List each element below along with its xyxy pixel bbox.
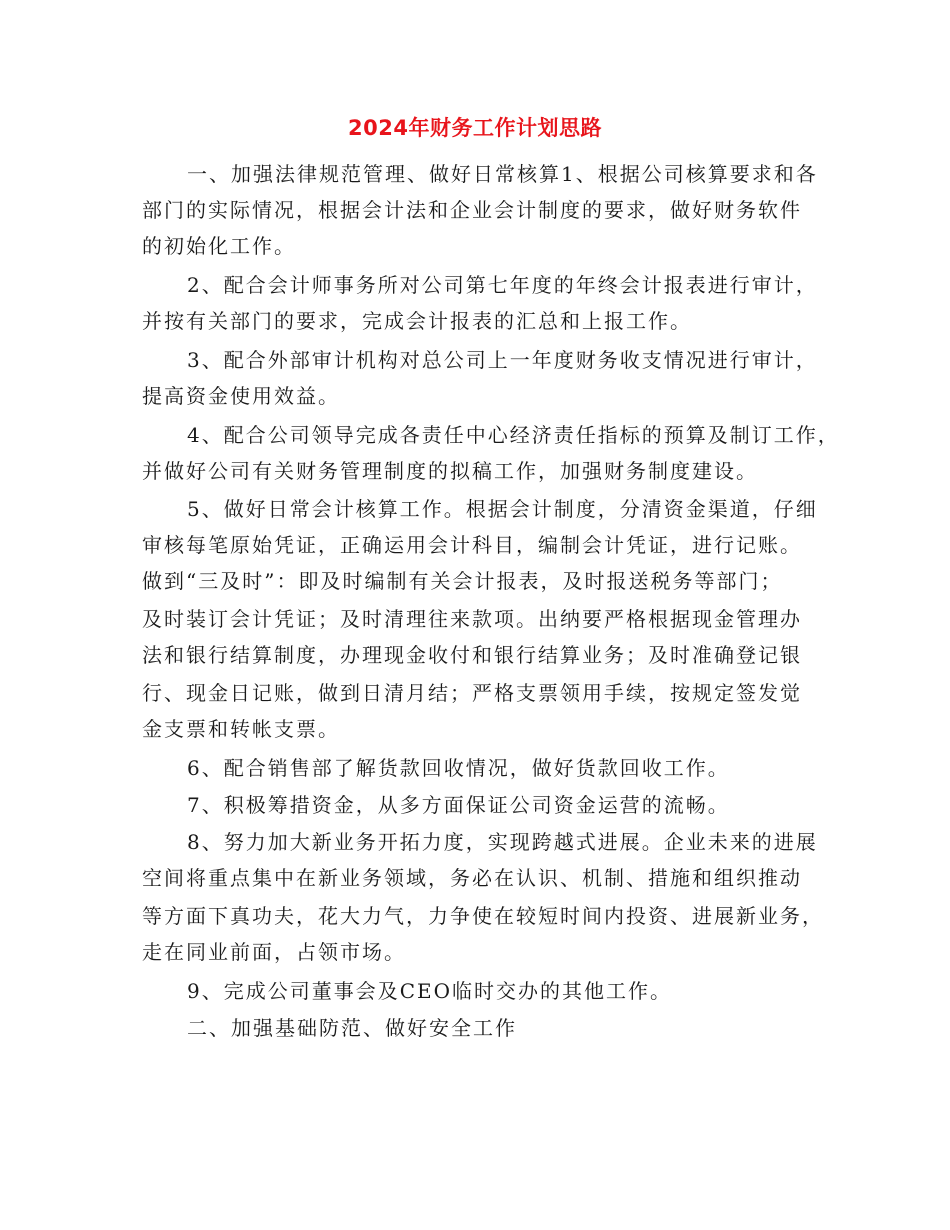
paragraph-line: 等方面下真功夫，花大力气，力争使在较短时间内投资、进展新业务， — [142, 904, 824, 928]
paragraph-line: 7、积极筹措资金，从多方面保证公司资金运营的流畅。 — [187, 793, 730, 817]
document-title: 2024年财务工作计划思路 — [348, 116, 602, 140]
paragraph-line: 4、配合公司领导完成各责任中心经济责任指标的预算及制订工作， — [187, 423, 840, 447]
paragraph-line: 3、配合外部审计机构对总公司上一年度财务收支情况进行审计， — [187, 348, 818, 372]
paragraph-line: 走在同业前面，占领市场。 — [142, 940, 406, 964]
paragraph-line: 6、配合销售部了解货款回收情况，做好货款回收工作。 — [187, 756, 730, 780]
paragraph-line: 金支票和转帐支票。 — [142, 717, 340, 741]
paragraph-line: 并做好公司有关财务管理制度的拟稿工作，加强财务制度建设。 — [142, 459, 758, 483]
paragraph-line: 的初始化工作。 — [142, 234, 296, 258]
paragraph-line: 8、努力加大新业务开拓力度，实现跨越式进展。企业未来的进展 — [187, 830, 818, 854]
paragraph-line: 一、加强法律规范管理、做好日常核算1、根据公司核算要求和各 — [187, 162, 818, 186]
section-heading: 二、加强基础防范、做好安全工作 — [187, 1016, 517, 1040]
paragraph-line: 部门的实际情况，根据会计法和企业会计制度的要求，做好财务软件 — [142, 198, 802, 222]
paragraph-line: 审核每笔原始凭证，正确运用会计科目，编制会计凭证，进行记账。 — [142, 533, 802, 557]
paragraph-line: 空间将重点集中在新业务领域，务必在认识、机制、措施和组织推动 — [142, 866, 802, 890]
paragraph-line: 并按有关部门的要求，完成会计报表的汇总和上报工作。 — [142, 309, 692, 333]
paragraph-line: 法和银行结算制度，办理现金收付和银行结算业务；及时准确登记银 — [142, 643, 802, 667]
paragraph-line: 9、完成公司董事会及CEO临时交办的其他工作。 — [187, 979, 673, 1003]
paragraph-line: 做到“三及时”：即及时编制有关会计报表，及时报送税务等部门； — [142, 569, 783, 593]
paragraph-line: 2、配合会计师事务所对公司第七年度的年终会计报表进行审计， — [187, 273, 818, 297]
paragraph-line: 行、现金日记账，做到日清月结；严格支票领用手续，按规定签发觉 — [142, 681, 802, 705]
paragraph-line: 及时装订会计凭证；及时清理往来款项。出纳要严格根据现金管理办 — [142, 607, 802, 631]
paragraph-line: 5、做好日常会计核算工作。根据会计制度，分清资金渠道，仔细 — [187, 497, 818, 521]
paragraph-line: 提高资金使用效益。 — [142, 384, 340, 408]
